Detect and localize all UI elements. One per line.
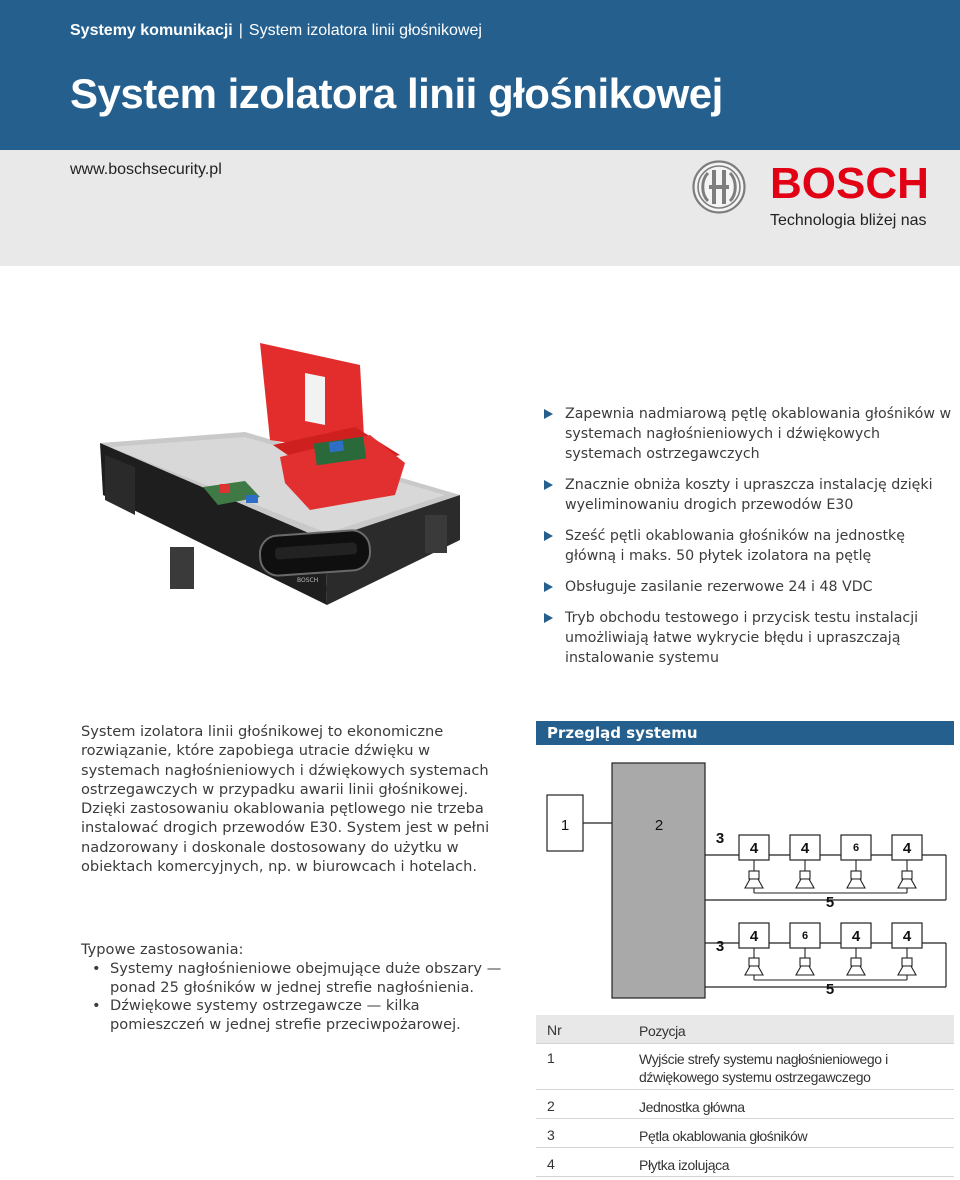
legend-table bbox=[536, 1015, 954, 1177]
website-link[interactable]: www.boschsecurity.pl bbox=[70, 161, 222, 178]
feature-text: Zapewnia nadmiarową pętlę okablowania głośników w systemach nagłośnieniowych i dźwiękowych systemach ostrzegawczych bbox=[565, 406, 952, 462]
diagram-label-4: 4 bbox=[749, 840, 759, 857]
intro-text bbox=[81, 722, 511, 876]
diagram-label-3: 3 bbox=[715, 938, 725, 955]
feature-item bbox=[544, 608, 954, 668]
feature-text: Sześć pętli okablowania głośników na jednostkę główną i maks. 50 płytek izolatora na pętlę bbox=[565, 528, 905, 564]
page-title: System izolatora linii głośnikowej bbox=[70, 70, 723, 117]
diagram-label-4: 4 bbox=[902, 840, 912, 857]
diagram-label-6: 6 bbox=[852, 842, 860, 854]
product-photo bbox=[95, 335, 465, 625]
application-item bbox=[92, 960, 512, 997]
intro-paragraph-1: System izolatora linii głośnikowej to ekonomiczne rozwiązanie, które zapobiega utracie dźwięku w systemach nagłośnieniowych i dźwiękowych systemach ostrzegawczych w przypadku awarii linii głośnikowej. bbox=[81, 723, 489, 798]
diagram-label-2: 2 bbox=[654, 817, 664, 834]
table-row bbox=[536, 1148, 954, 1177]
table-cell-position: Płytka izolująca bbox=[639, 1157, 730, 1173]
table-row bbox=[536, 1119, 954, 1148]
product-brand-label: BOSCH bbox=[297, 577, 319, 584]
table-cell-nr: 1 bbox=[547, 1050, 555, 1066]
application-text: Dźwiękowe systemy ostrzegawcze — kilka pomieszczeń w jednej strefie przeciwpożarowej. bbox=[110, 997, 461, 1033]
feature-text: Obsługuje zasilanie rezerwowe 24 i 48 VDC bbox=[565, 579, 873, 595]
overview-title: Przegląd systemu bbox=[547, 724, 698, 742]
breadcrumb-category[interactable]: Systemy komunikacji bbox=[70, 22, 233, 39]
table-header-nr: Nr bbox=[547, 1022, 562, 1038]
table-header-position: Pozycja bbox=[639, 1023, 686, 1039]
table-cell-position: Pętla okablowania głośników bbox=[639, 1128, 808, 1144]
table-cell-nr: 3 bbox=[547, 1127, 555, 1143]
feature-text: Tryb obchodu testowego i przycisk testu instalacji umożliwiają łatwe wykrycie błędu i upraszczają instalowanie systemu bbox=[565, 610, 919, 666]
breadcrumb bbox=[70, 22, 482, 40]
diagram-label-4: 4 bbox=[902, 928, 912, 945]
table-row bbox=[536, 1090, 954, 1119]
arrow-bullet-icon bbox=[544, 613, 553, 623]
table-cell-nr: 2 bbox=[547, 1098, 555, 1114]
diagram-label-6: 6 bbox=[801, 930, 809, 942]
application-item bbox=[92, 997, 512, 1034]
applications-title: Typowe zastosowania: bbox=[81, 941, 244, 958]
breadcrumb-separator: | bbox=[238, 22, 243, 39]
table-header-row bbox=[536, 1015, 954, 1044]
arrow-bullet-icon bbox=[544, 480, 553, 490]
bosch-armature-icon bbox=[692, 160, 746, 214]
feature-item bbox=[544, 577, 954, 597]
diagram-label-3: 3 bbox=[715, 830, 725, 847]
breadcrumb-current: System izolatora linii głośnikowej bbox=[248, 22, 482, 39]
feature-item bbox=[544, 404, 954, 464]
diagram-label-4: 4 bbox=[851, 928, 861, 945]
table-row bbox=[536, 1044, 954, 1090]
bullet-icon: • bbox=[92, 997, 101, 1014]
overview-heading-bar bbox=[536, 721, 954, 745]
feature-item bbox=[544, 475, 954, 515]
table-cell-position: Jednostka główna bbox=[639, 1099, 745, 1115]
table-cell-position: Wyjście strefy systemu nagłośnieniowego i dźwiękowego systemu ostrzegawczego bbox=[639, 1051, 888, 1085]
diagram-label-5: 5 bbox=[825, 894, 835, 911]
brand-tagline: Technologia bliżej nas bbox=[770, 212, 927, 229]
table-cell-nr: 4 bbox=[547, 1156, 555, 1172]
bosch-logo-text: BOSCH bbox=[770, 159, 929, 208]
intro-paragraph-2: Dzięki zastosowaniu okablowania pętlowego nie trzeba instalować drogich przewodów E30. System jest w pełni nadzorowany i doskonale dostosowany do użytku w obiektach komercyjnych, np. w biurowcach i hotelach. bbox=[81, 800, 490, 876]
speaker-icon-group bbox=[745, 860, 916, 893]
main-unit-box bbox=[612, 763, 705, 998]
arrow-bullet-icon bbox=[544, 582, 553, 592]
diagram-label-1: 1 bbox=[560, 817, 570, 834]
arrow-bullet-icon bbox=[544, 409, 553, 419]
arrow-bullet-icon bbox=[544, 531, 553, 541]
system-diagram bbox=[536, 755, 954, 1000]
applications-list bbox=[92, 960, 512, 1034]
diagram-label-4: 4 bbox=[800, 840, 810, 857]
diagram-label-4: 4 bbox=[749, 928, 759, 945]
feature-item bbox=[544, 526, 954, 566]
speaker-icon-group bbox=[745, 948, 916, 980]
feature-text: Znacznie obniża koszty i upraszcza instalację dzięki wyeliminowaniu drogich przewodów E30 bbox=[565, 477, 933, 513]
diagram-label-5: 5 bbox=[825, 981, 835, 998]
feature-list bbox=[544, 404, 954, 679]
application-text: Systemy nagłośnieniowe obejmujące duże obszary — ponad 25 głośników w jednej strefie nagłośnienia. bbox=[110, 960, 502, 996]
bullet-icon: • bbox=[92, 960, 101, 977]
